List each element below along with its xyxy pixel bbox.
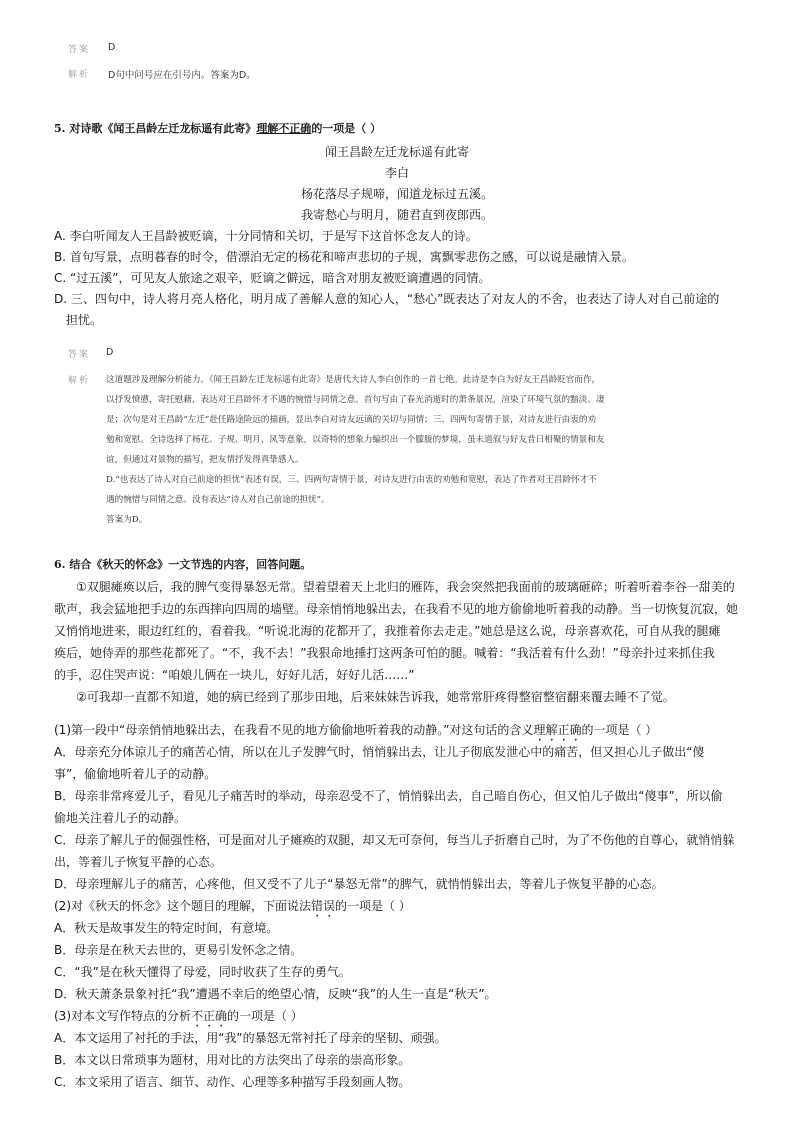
top-analysis-text: D句中问号应在引号内。答案为D。 bbox=[108, 70, 256, 81]
poem-title: 闻王昌龄左迁龙标遥有此寄 bbox=[324, 145, 469, 159]
q5-option-b: B. 首句写景，点明暮春的时令，借漂泊无定的杨花和啼声悲切的子规，寓飘零悲伤之感，可以说是融情入景。 bbox=[54, 250, 634, 264]
sub2-option-d: D．秋天萧条景象衬托“我”遭遇不幸后的绝望心情，反映“我”的人生一直是“秋天”。 bbox=[54, 987, 497, 1001]
q5-option-d: D. 三、四句中，诗人将月亮人格化，明月成了善解人意的知心人，“愁心”既表达了对友人的不舍，也表达了诗人对自己前途的 bbox=[54, 292, 720, 306]
poem-author: 李白 bbox=[384, 166, 409, 180]
sub2-option-b: B．母亲是在秋天去世的，更易引发怀念之情。 bbox=[54, 943, 303, 957]
q5-explanation-line: D.“也表达了诗人对自己前途的担忧”表述有误，三、四两句寄情于景，对诗友进行由衷的劝勉和宽慰，表达了作者对王昌龄怀才不 bbox=[106, 475, 597, 485]
sub2-stem-emphasis: 错误 bbox=[311, 899, 336, 913]
sub1-option-a-cont: 事”，偷偷地听着儿子的动静。 bbox=[54, 767, 217, 781]
sub3-option-b: B．本文以日常琐事为题材，用对比的方法突出了母亲的崇高形象。 bbox=[54, 1053, 411, 1067]
sub2-stem bbox=[54, 897, 411, 920]
q5-stem-prefix: 5. 对诗歌《闻王昌龄左迁龙标遥有此寄》 bbox=[54, 122, 257, 135]
q5-explanation-line: 勉和宽慰。全诗选择了杨花、子规、明月、风等意象，以奇特的想象力编织出一个朦胧的梦境，虽未道叙与好友昔日相聚的情景和友 bbox=[106, 435, 605, 445]
sub3-stem-post: 的一项是（ ） bbox=[227, 1009, 303, 1023]
sub2-stem-pre: (2)对《秋天的怀念》这个题目的理解，下面说法 bbox=[54, 899, 311, 913]
sub1-option-c: C．母亲了解儿子的倔强性格，可是面对儿子瘫痪的双腿，却又无可奈何，每当儿子折磨自己时，为了不伤他的自尊心，就悄悄躲 bbox=[54, 833, 735, 847]
passage-line: ②可我却一直都不知道，她的病已经到了那步田地，后来妹妹告诉我，她常常肝疼得整宿整宿翻来覆去睡不了觉。 bbox=[76, 690, 675, 704]
q5-option-c: C. “过五溪”，可见友人旅途之艰辛，贬谪之僻远，暗含对朋友被贬谪遭遇的同情。 bbox=[54, 271, 491, 285]
sub2-stem-post: 的一项是（ ） bbox=[335, 899, 411, 913]
poem-line-2: 我寄愁心与明月，随君直到夜郎西。 bbox=[300, 208, 493, 222]
passage-line: ①双腿瘫痪以后，我的脾气变得暴怒无常。望着望着天上北归的雁阵，我会突然把我面前的玻璃砸碎；听着听着李谷一甜美的 bbox=[76, 580, 735, 594]
sub3-stem-emphasis: 不正确 bbox=[191, 1009, 228, 1023]
sub1-stem-emphasis: 理解正确 bbox=[533, 723, 582, 737]
sub1-stem-post: 的一项是（ ） bbox=[581, 723, 658, 737]
q6-title: 6. 结合《秋天的怀念》一文节选的内容，回答问题。 bbox=[54, 558, 312, 571]
sub1-option-a: A．母亲充分体谅儿子的痛苦心情，所以在儿子发脾气时，悄悄躲出去，让儿子彻底发泄心中的痛苦，但又担心儿子做出“傻 bbox=[54, 745, 705, 759]
sub2-option-c: C．“我”是在秋天懂得了母爱，同时收获了生存的勇气。 bbox=[54, 965, 351, 979]
sub1-stem bbox=[54, 721, 657, 744]
poem-line-1: 杨花落尽子规啼，闻道龙标过五溪。 bbox=[300, 187, 493, 201]
q5-answer-label: 答案 bbox=[68, 350, 91, 360]
q5-stem-suffix: 的一项是（ ） bbox=[311, 122, 382, 135]
q5-analysis-label: 解析 bbox=[68, 376, 91, 386]
q5-stem-underline: 理解不正确 bbox=[256, 122, 312, 135]
q5-explanation-line: 这道题涉及理解分析能力。《闻王昌龄左迁龙标遥有此寄》是唐代大诗人李白创作的一首七绝。此诗是李白为好友王昌龄贬官而作， bbox=[106, 375, 601, 385]
q5-stem bbox=[54, 120, 381, 136]
sub1-option-d: D．母亲理解儿子的痛苦，心疼他，但又受不了儿子“暴怒无常”的脾气，就悄悄躲出去，等着儿子恢复平静的心态。 bbox=[54, 877, 664, 891]
sub3-option-c: C．本文采用了语言、细节、动作、心理等多种描写手段刻画人物。 bbox=[54, 1075, 411, 1089]
q5-option-a: A. 李白听闻友人王昌龄被贬谪，十分同情和关切，于是写下这首怀念友人的诗。 bbox=[54, 229, 478, 243]
sub2-option-a: A．秋天是故事发生的特定时间，有意境。 bbox=[54, 921, 279, 935]
q5-explanation-line: 遇的惋惜与同情之意。没有表达“诗人对自己前途的担忧”。 bbox=[106, 495, 330, 505]
sub3-stem-pre: (3)对本文写作特点的分析 bbox=[54, 1009, 191, 1023]
sub1-option-c-cont: 出，等着儿子恢复平静的心态。 bbox=[54, 855, 223, 869]
q5-option-d-cont: 担忧。 bbox=[66, 313, 103, 327]
q5-answer-value: D bbox=[106, 347, 114, 358]
passage-line: 歌声，我会猛地把手边的东西摔向四周的墙壁。母亲悄悄地躲出去，在我看不见的地方偷偷地听着我的动静。当一切恢复沉寂，她 bbox=[54, 602, 739, 616]
sub3-stem bbox=[54, 1007, 303, 1030]
q5-explanation-line: 是；次句是对王昌龄“左迁”赴任路途险远的描画，显出李白对诗友远谪的关切与同情；三、四两句寄情于景，对诗友进行由衷的劝 bbox=[106, 415, 597, 425]
passage-line: 又悄悄地进来，眼边红红的，看着我。“听说北海的花都开了，我推着你去走走。”她总是这么说，母亲喜欢花，可自从我的腿瘫 bbox=[54, 624, 721, 638]
q5-explanation-line: 谊，但通过对景物的描写，把友情抒发得真挚感人。 bbox=[106, 455, 304, 465]
passage-line: 痪后，她侍弄的那些花都死了。“不，我不去！”我狠命地捶打这两条可怕的腿。喊着：“我活着有什么劲！”母亲扑过来抓住我 bbox=[54, 646, 715, 660]
passage-line: 的手，忍住哭声说：“咱娘儿俩在一块儿，好好儿活，好好儿活……” bbox=[54, 668, 415, 682]
q5-explanation-line: 答案为D。 bbox=[106, 515, 148, 525]
sub1-option-b: B．母亲非常疼爱儿子，看见儿子痛苦时的举动，母亲忍受不了，悄悄躲出去，自己暗自伤心，但又怕儿子做出“傻事”，所以偷 bbox=[54, 789, 723, 803]
analysis-label: 解析 bbox=[68, 70, 91, 80]
q5-explanation-line: 以抒发愤懑，寄托慰藉，表达对王昌龄怀才不遇的惋惜与同情之意。首句写由了春光消逝时的萧条景况，渲染了环境气氛的黯淡、凄 bbox=[106, 395, 605, 405]
sub3-option-a: A．本文运用了衬托的手法，用“我”的暴怒无常衬托了母亲的坚韧、顽强。 bbox=[54, 1031, 447, 1045]
answer-label: 答案 bbox=[68, 45, 91, 55]
sub1-option-b-cont: 偷地关注着儿子的动静。 bbox=[54, 811, 187, 825]
sub1-stem-pre: (1)第一段中“母亲悄悄地躲出去，在我看不见的地方偷偷地听着我的动静。”对这句话的含义 bbox=[54, 723, 534, 737]
top-answer-value: D bbox=[108, 42, 116, 53]
